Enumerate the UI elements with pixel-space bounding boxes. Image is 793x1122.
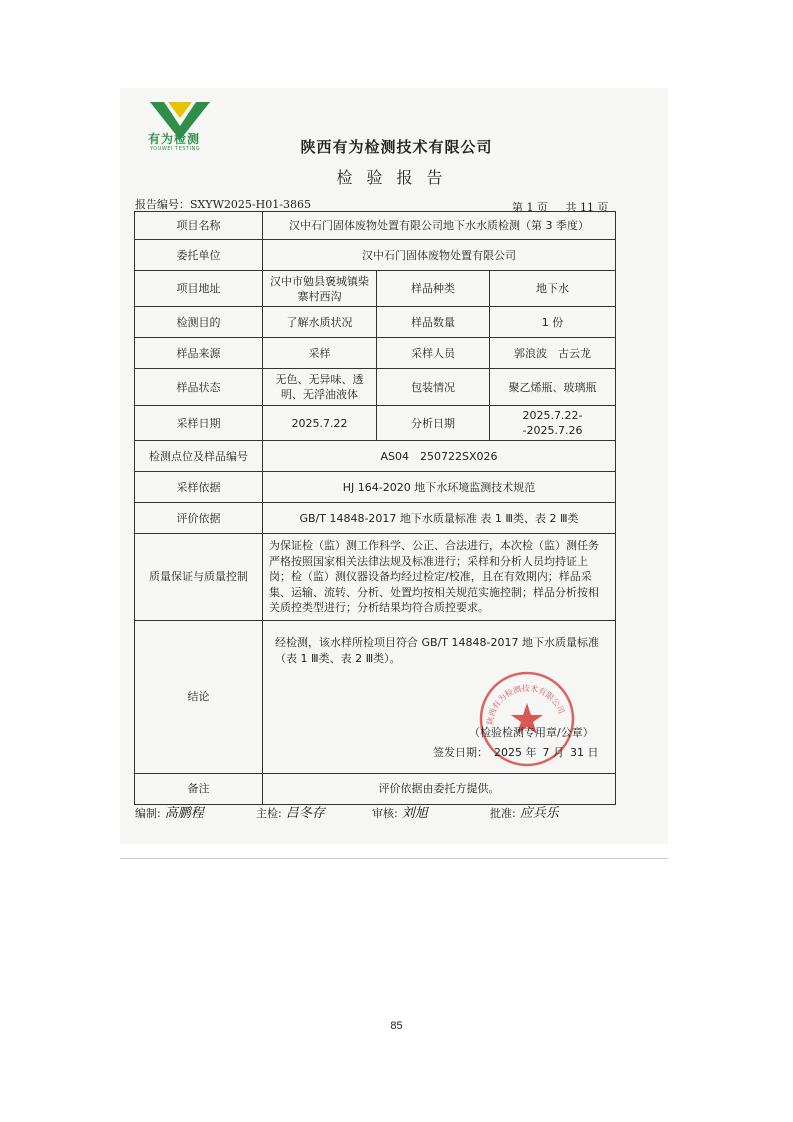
document-title: 检验报告 [336, 168, 457, 187]
table-row [135, 240, 616, 271]
label-conclusion: 结论 [135, 620, 263, 773]
table-row [135, 503, 616, 534]
label-source: 样品来源 [135, 338, 263, 369]
value-analysis-date: 2025.7.22--2025.7.26 [490, 406, 616, 441]
table-row [135, 472, 616, 503]
table-row [135, 369, 616, 406]
label-sampling-date: 采样日期 [135, 406, 263, 441]
label-sample-type: 样品种类 [377, 271, 490, 307]
seal-text: 陕西有为检测技术有限公司 [485, 683, 566, 725]
label-qa: 质量保证与质量控制 [135, 534, 263, 621]
page-current: 第 1 页 [512, 201, 548, 214]
stamp-note: （检验检测专用章/公章） [469, 725, 594, 739]
compiler-signature: 编制: 高鹏程 [135, 806, 204, 821]
table-row [135, 534, 616, 621]
table-row [135, 406, 616, 441]
report-table [134, 211, 616, 805]
value-point: AS04 250722SX026 [263, 441, 616, 472]
value-state: 无色、无异味、透明、无浮油液体 [263, 369, 377, 406]
reviewer-name: 刘旭 [401, 806, 428, 821]
label-packing: 包装情况 [377, 369, 490, 406]
label-state: 样品状态 [135, 369, 263, 406]
table-row [135, 773, 616, 804]
reviewer-signature: 审核: 刘旭 [372, 806, 428, 821]
issue-label: 签发日期： [433, 745, 488, 759]
table-row [135, 338, 616, 369]
value-client: 汉中石门固体废物处置有限公司 [263, 240, 616, 271]
value-remark: 评价依据由委托方提供。 [263, 773, 616, 804]
label-basis: 采样依据 [135, 472, 263, 503]
page-divider [120, 858, 668, 859]
issue-date [433, 745, 599, 760]
conclusion-cell [263, 621, 615, 773]
approver-signature: 批准: 应兵乐 [490, 806, 559, 821]
value-sample-type: 地下水 [490, 271, 616, 307]
issue-day: 31 日 [570, 745, 599, 759]
value-sampler: 郭浪波 古云龙 [490, 338, 616, 369]
value-eval: GB/T 14848-2017 地下水质量标准 表 1 Ⅲ类、表 2 Ⅲ类 [263, 503, 616, 534]
value-packing: 聚乙烯瓶、玻璃瓶 [490, 369, 616, 406]
issue-month: 7 月 [542, 745, 564, 759]
label-analysis-date: 分析日期 [377, 406, 490, 441]
label-client: 委托单位 [135, 240, 263, 271]
issue-year: 2025 年 [494, 745, 537, 759]
logo-text: 有为检测 [148, 132, 201, 146]
table-row [135, 441, 616, 472]
label-sampler: 采样人员 [377, 338, 490, 369]
label-sample-qty: 样品数量 [377, 307, 490, 338]
table-row [135, 307, 616, 338]
logo-subtext: YOUWEI TESTING [150, 146, 201, 152]
value-sample-qty: 1 份 [490, 307, 616, 338]
compiler-name: 高鹏程 [164, 806, 204, 821]
value-basis: HJ 164-2020 地下水环境监测技术规范 [263, 472, 616, 503]
table-row [135, 620, 616, 773]
checker-name: 吕冬存 [285, 806, 325, 821]
value-project-name: 汉中石门固体废物处置有限公司地下水水质检测（第 3 季度） [263, 212, 616, 240]
approver-name: 应兵乐 [519, 806, 559, 821]
page-total: 共 11 页 [565, 201, 609, 214]
value-sampling-date: 2025.7.22 [263, 406, 377, 441]
label-remark: 备注 [135, 773, 263, 804]
value-source: 采样 [263, 338, 377, 369]
table-row [135, 271, 616, 307]
value-qa: 为保证检（监）测工作科学、公正、合法进行，本次检（监）测任务严格按照国家相关法律法规及标准进行；采样和分析人员均持证上岗；检（监）测仪器设备均经过检定/校准，且在有效期内；样品采集、运输、流转、分析、处置均按相关规范实施控制；样品分析按相关质控类型进行；分析结果均符合质控要求。 [263, 534, 616, 621]
value-purpose: 了解水质状况 [263, 307, 377, 338]
report-number: 报告编号：SXYW2025-H01-3865 [135, 198, 311, 211]
label-address: 项目地址 [135, 271, 263, 307]
table-row [135, 212, 616, 240]
checker-signature: 主检: 吕冬存 [256, 806, 325, 821]
label-eval: 评价依据 [135, 503, 263, 534]
label-project-name: 项目名称 [135, 212, 263, 240]
label-purpose: 检测目的 [135, 307, 263, 338]
company-name: 陕西有为检测技术有限公司 [300, 138, 493, 156]
page-number: 85 [390, 1020, 403, 1032]
value-address: 汉中市勉县褒城镇柴寨村西沟 [263, 271, 377, 307]
value-conclusion: 经检测，该水样所检项目符合 GB/T 14848-2017 地下水质量标准（表 1 Ⅲ类、表 2 Ⅲ类）。 [275, 635, 599, 665]
label-point: 检测点位及样品编号 [135, 441, 263, 472]
